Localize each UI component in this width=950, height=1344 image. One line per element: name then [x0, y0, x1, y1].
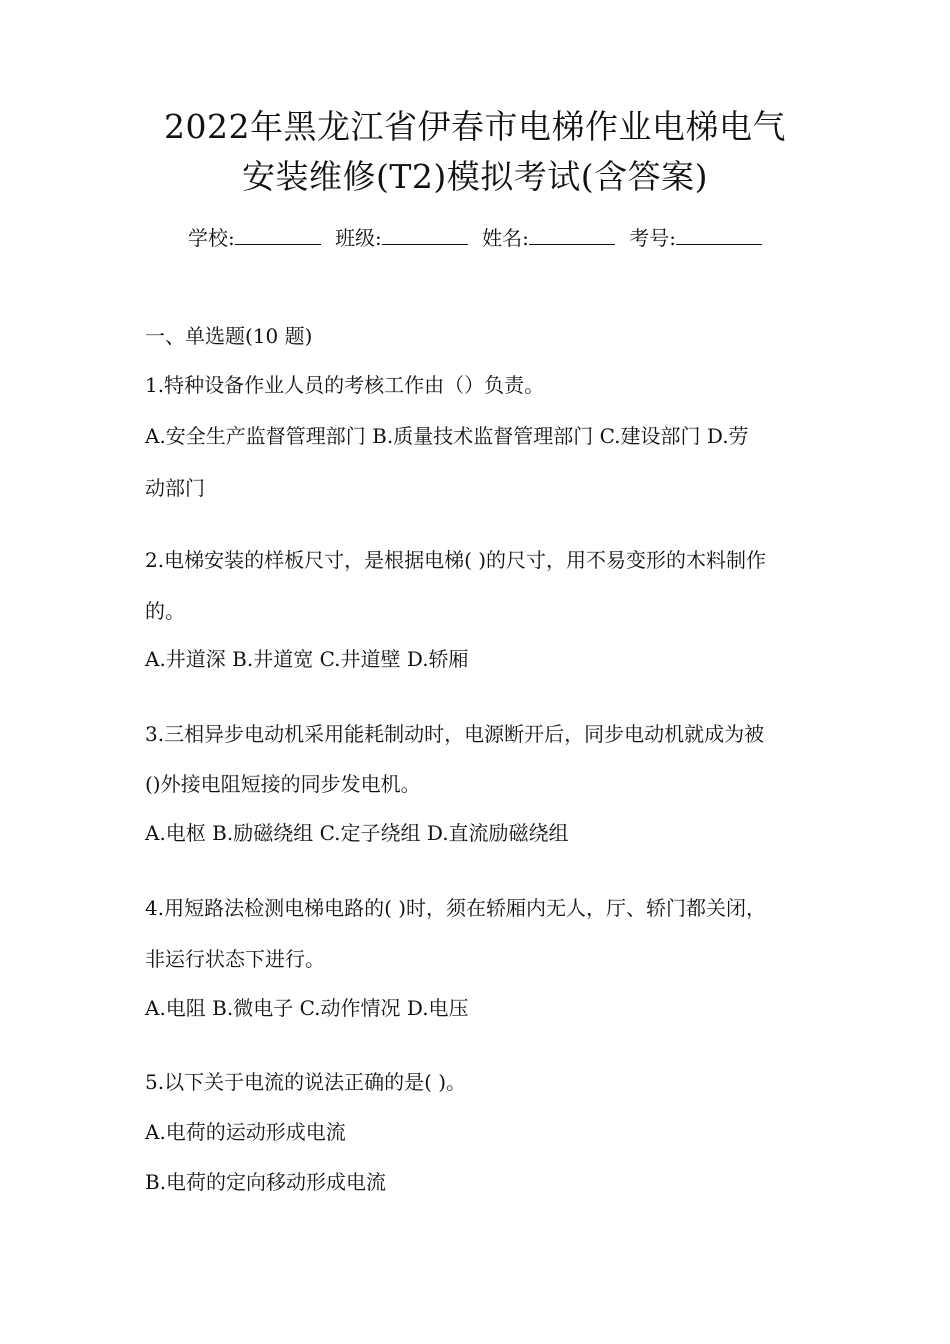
question-2-stem: 2.电梯安装的样板尺寸，是根据电梯( )的尺寸，用不易变形的木料制作	[145, 548, 767, 572]
name-label: 姓名:	[482, 226, 529, 250]
class-label: 班级:	[335, 226, 382, 250]
school-field	[188, 226, 321, 250]
question-5-option-b: B.电荷的定向移动形成电流	[145, 1170, 387, 1194]
student-info-row	[0, 224, 950, 252]
question-1-options-cont: 动部门	[145, 476, 205, 500]
question-3-stem-cont: ()外接电阻短接的同步发电机。	[145, 772, 421, 796]
question-2-stem-cont: 的。	[145, 599, 185, 623]
question-4-stem: 4.用短路法检测电梯电路的( )时，须在轿厢内无人，厅、轿门都关闭，	[145, 896, 767, 920]
question-4-stem-cont: 非运行状态下进行。	[145, 947, 325, 971]
name-blank	[529, 226, 615, 245]
question-1-options: A.安全生产监督管理部门 B.质量技术监督管理部门 C.建设部门 D.劳	[145, 424, 749, 448]
question-3-stem: 3.三相异步电动机采用能耗制动时，电源断开后，同步电动机就成为被	[145, 722, 765, 746]
school-label: 学校:	[187, 226, 235, 250]
question-5-option-a: A.电荷的运动形成电流	[145, 1120, 346, 1144]
question-5-stem: 5.以下关于电流的说法正确的是( )。	[145, 1070, 467, 1094]
school-blank	[235, 226, 321, 245]
section-heading: 一、单选题(10 题)	[145, 324, 313, 348]
name-field	[482, 226, 615, 250]
question-2-options: A.井道深 B.井道宽 C.井道壁 D.轿厢	[145, 647, 469, 671]
question-1-stem: 1.特种设备作业人员的考核工作由（）负责。	[145, 373, 545, 397]
exam-number-label: 考号:	[629, 226, 677, 250]
question-4-options: A.电阻 B.微电子 C.动作情况 D.电压	[145, 996, 469, 1020]
class-blank	[382, 226, 468, 245]
exam-number-blank	[676, 226, 762, 245]
class-field	[335, 226, 468, 250]
exam-title-line-1: 2022年黑龙江省伊春市电梯作业电梯电气	[164, 107, 786, 146]
question-3-options: A.电枢 B.励磁绕组 C.定子绕组 D.直流励磁绕组	[145, 821, 569, 845]
exam-number-field	[629, 226, 762, 250]
exam-title-line-2: 安装维修(T2)模拟考试(含答案)	[241, 157, 708, 196]
